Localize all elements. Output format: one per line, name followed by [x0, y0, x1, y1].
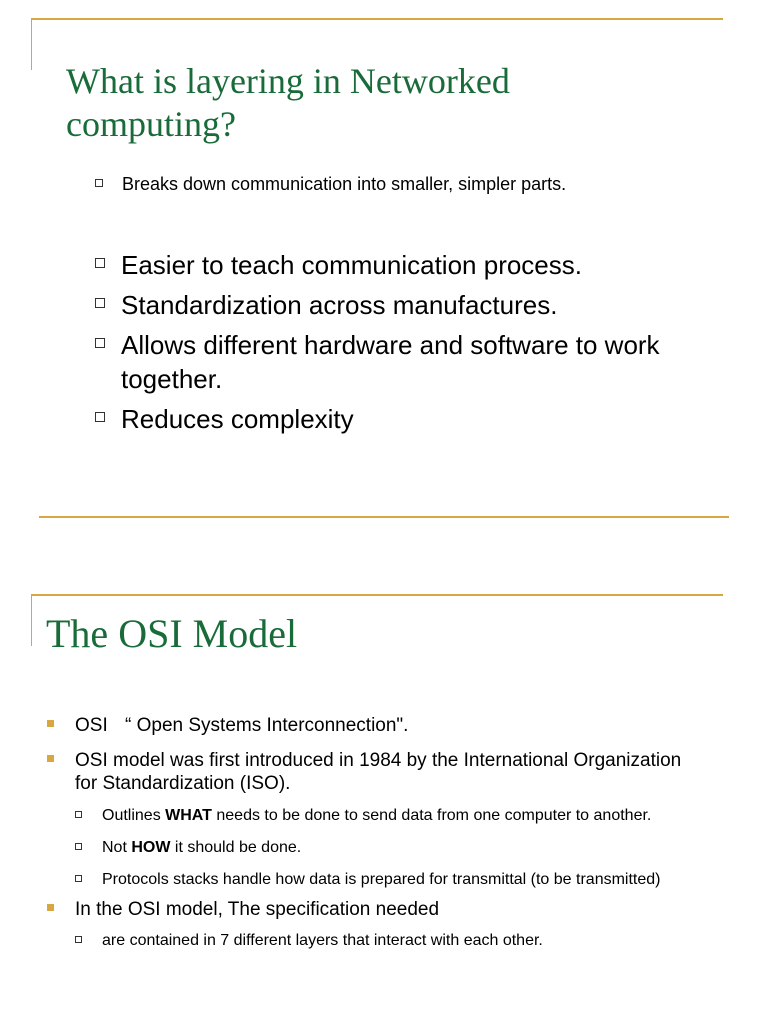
- list-item: [45, 714, 705, 737]
- emphasis-how: HOW: [131, 839, 171, 856]
- sub-list-container: [45, 805, 705, 890]
- slide-2-title: The OSI Model: [46, 611, 298, 656]
- square-bullet-icon: [95, 258, 105, 268]
- sub-text: Outlines: [102, 807, 166, 824]
- square-bullet-icon: [95, 412, 105, 422]
- list-item: [45, 749, 705, 795]
- slide-1-left-rule: [31, 18, 32, 70]
- osi-description: “ Open Systems Interconnection".: [125, 715, 409, 736]
- slide-2-left-rule: [31, 594, 32, 646]
- slide-2-top-rule: [31, 594, 723, 596]
- emphasis-what: WHAT: [165, 807, 212, 824]
- list-item: [95, 328, 735, 396]
- slide-2-list: [45, 714, 705, 951]
- bullet-text: Easier to teach communication process.: [121, 250, 582, 280]
- list-item: [45, 898, 705, 921]
- square-bullet-icon: [47, 904, 54, 911]
- square-bullet-icon: [95, 179, 103, 187]
- bullet-text: Reduces complexity: [121, 404, 354, 434]
- list-item: [95, 288, 735, 322]
- sub-list-item: [75, 837, 705, 858]
- osi-label: OSI: [75, 715, 108, 736]
- sub-text: it should be done.: [170, 839, 302, 856]
- square-bullet-icon: [75, 875, 82, 882]
- sub-list: [75, 930, 705, 951]
- bullet-text: Allows different hardware and software to work together.: [121, 330, 660, 394]
- slide-1-small-list: [95, 173, 715, 195]
- list-item: [95, 173, 715, 195]
- square-bullet-icon: [47, 755, 54, 762]
- bullet-text: In the OSI model, The specification needed: [75, 899, 440, 920]
- bullet-text: Standardization across manufactures.: [121, 290, 558, 320]
- square-bullet-icon: [47, 720, 54, 727]
- square-bullet-icon: [75, 843, 82, 850]
- sub-text: are contained in 7 different layers that interact with each other.: [102, 932, 543, 949]
- sub-list-item: [75, 869, 705, 890]
- sub-text: needs to be done to send data from one computer to another.: [211, 807, 652, 824]
- sub-list: [75, 805, 705, 890]
- sub-list-item: [75, 805, 705, 826]
- sub-list-item: [75, 930, 705, 951]
- square-bullet-icon: [75, 936, 82, 943]
- square-bullet-icon: [95, 338, 105, 348]
- slide-1-list: [95, 248, 735, 436]
- bullet-text: OSI model was first introduced in 1984 by the International Organization for Standardization (ISO).: [75, 750, 682, 794]
- slide-1-title: What is layering in Networked computing?: [66, 61, 510, 145]
- slide-2: [0, 580, 768, 1024]
- list-item: [95, 248, 735, 282]
- bullet-text: Breaks down communication into smaller, simpler parts.: [122, 174, 567, 194]
- sub-text: Protocols stacks handle how data is prepared for transmittal (to be transmitted): [102, 871, 661, 888]
- sub-list-container: [45, 930, 705, 951]
- square-bullet-icon: [75, 811, 82, 818]
- slide-1-top-rule: [31, 18, 723, 20]
- sub-text: Not: [102, 839, 132, 856]
- slide-1-bottom-rule: [39, 516, 729, 518]
- square-bullet-icon: [95, 298, 105, 308]
- list-item: [95, 402, 735, 436]
